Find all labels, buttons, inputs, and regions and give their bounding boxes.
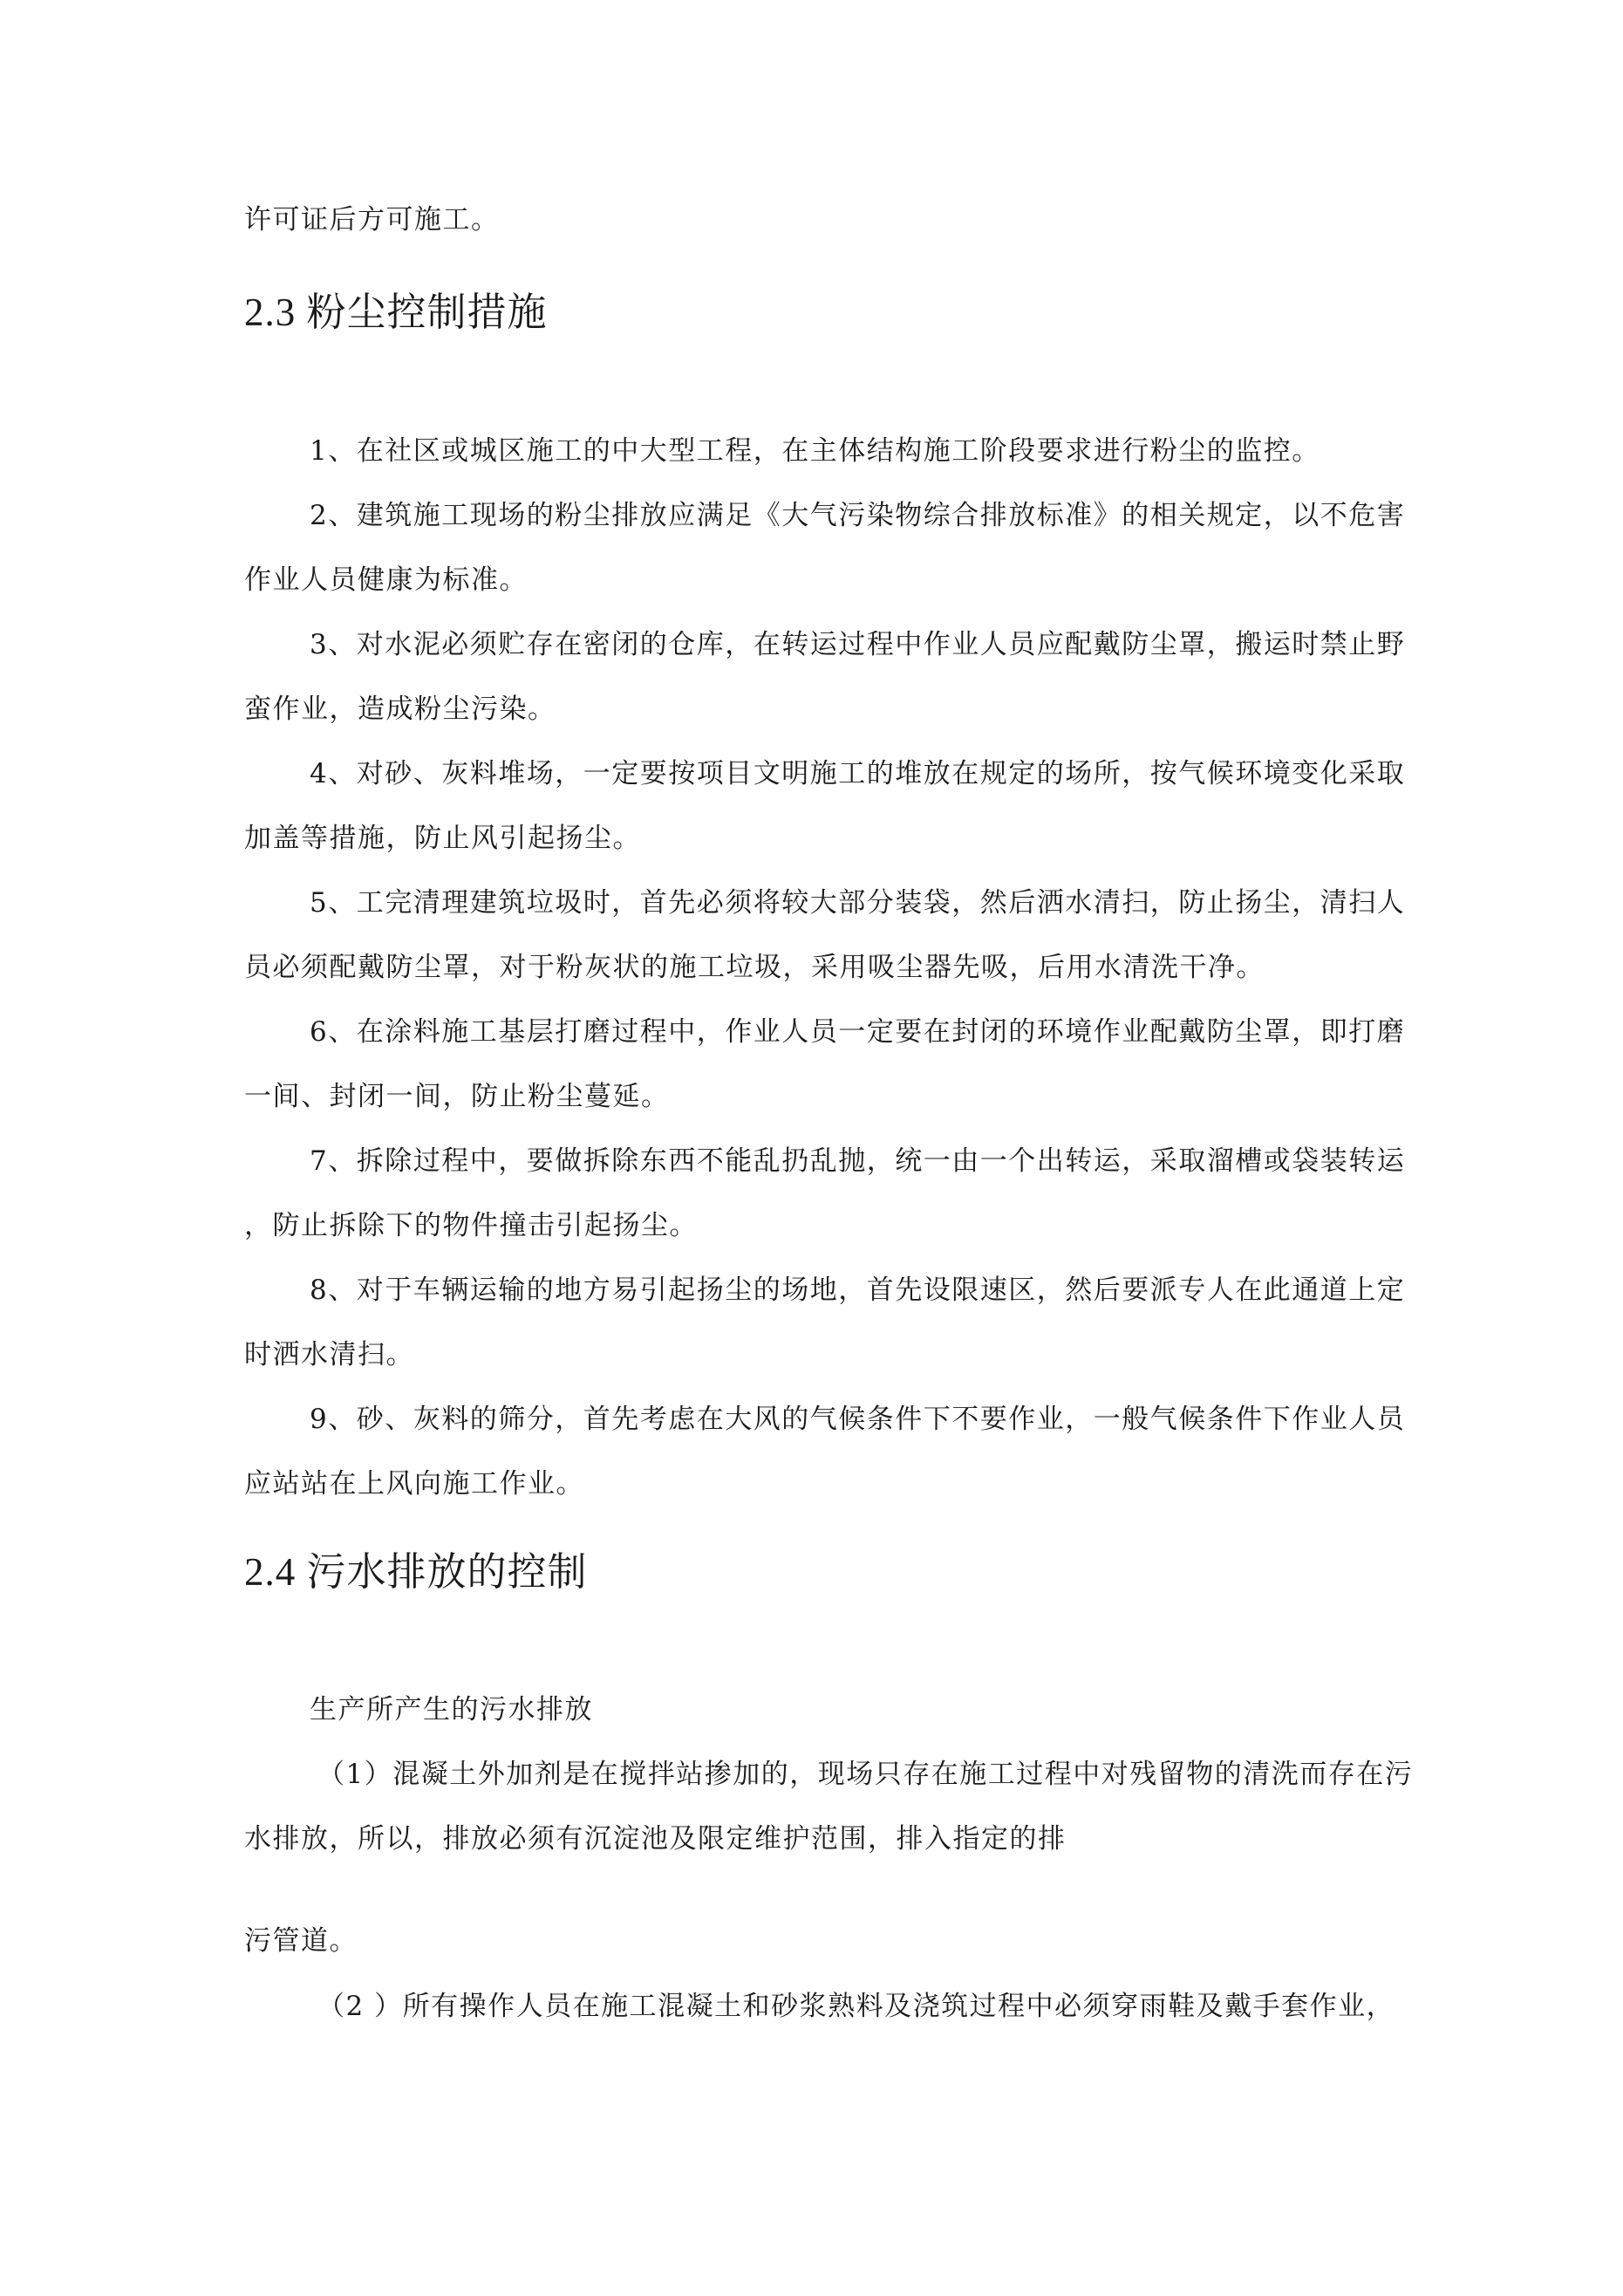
paragraph-line: （1）混凝土外加剂是在搅拌站掺加的，现场只存在施工过程中对残留物的清洗而存在污 bbox=[317, 1759, 1414, 1790]
paragraph-line: 作业人员健康为标准。 bbox=[244, 564, 528, 596]
paragraph-line: 蛮作业，造成粉尘污染。 bbox=[244, 694, 556, 725]
paragraph-line: 加盖等措施，防止风引起扬尘。 bbox=[244, 823, 641, 854]
paragraph-line: 9、砂、灰料的筛分，首先考虑在大风的气候条件下不要作业，一般气候条件下作业人员 bbox=[310, 1404, 1406, 1435]
paragraph-line: ，防止拆除下的物件撞击引起扬尘。 bbox=[244, 1210, 698, 1241]
paragraph-line: 7、拆除过程中，要做拆除东西不能乱扔乱抛，统一由一个出转运，采取溜槽或袋装转运 bbox=[310, 1145, 1406, 1177]
section-heading-2-3: 2.3 粉尘控制措施 bbox=[244, 290, 548, 334]
paragraph-line: 时洒水清扫。 bbox=[244, 1339, 414, 1370]
paragraph-line: 2、建筑施工现场的粉尘排放应满足《大气污染物综合排放标准》的相关规定，以不危害 bbox=[310, 500, 1406, 531]
paragraph-line: （2 ）所有操作人员在施工混凝土和砂浆熟料及浇筑过程中必须穿雨鞋及戴手套作业， bbox=[317, 1991, 1395, 2022]
paragraph-line: 生产所产生的污水排放 bbox=[310, 1694, 593, 1725]
section-heading-2-4: 2.4 污水排放的控制 bbox=[244, 1550, 588, 1594]
paragraph-line: 1、在社区或城区施工的中大型工程，在主体结构施工阶段要求进行粉尘的监控。 bbox=[310, 435, 1320, 467]
paragraph-line: 6、在涂料施工基层打磨过程中，作业人员一定要在封闭的环境作业配戴防尘罩，即打磨 bbox=[310, 1016, 1406, 1048]
paragraph-line: 应站站在上风向施工作业。 bbox=[244, 1468, 584, 1500]
paragraph-line: 一间、封闭一间，防止粉尘蔓延。 bbox=[244, 1081, 670, 1112]
paragraph-line: 污管道。 bbox=[244, 1925, 358, 1957]
paragraph-line: 水排放，所以，排放必须有沉淀池及限定维护范围，排入指定的排 bbox=[244, 1823, 1067, 1855]
paragraph-line: 4、对砂、灰料堆场，一定要按项目文明施工的堆放在规定的场所，按气候环境变化采取 bbox=[310, 758, 1406, 789]
paragraph-line: 员必须配戴防尘罩，对于粉灰状的施工垃圾，采用吸尘器先吸，后用水清洗干净。 bbox=[244, 952, 1265, 983]
paragraph-line: 3、对水泥必须贮存在密闭的仓库，在转运过程中作业人员应配戴防尘罩，搬运时禁止野 bbox=[310, 629, 1406, 660]
continuation-line: 许可证后方可施工。 bbox=[244, 204, 500, 236]
paragraph-line: 8、对于车辆运输的地方易引起扬尘的场地，首先设限速区，然后要派专人在此通道上定 bbox=[310, 1274, 1406, 1306]
paragraph-line: 5、工完清理建筑垃圾时，首先必须将较大部分装袋，然后洒水清扫，防止扬尘，清扫人 bbox=[310, 887, 1406, 919]
